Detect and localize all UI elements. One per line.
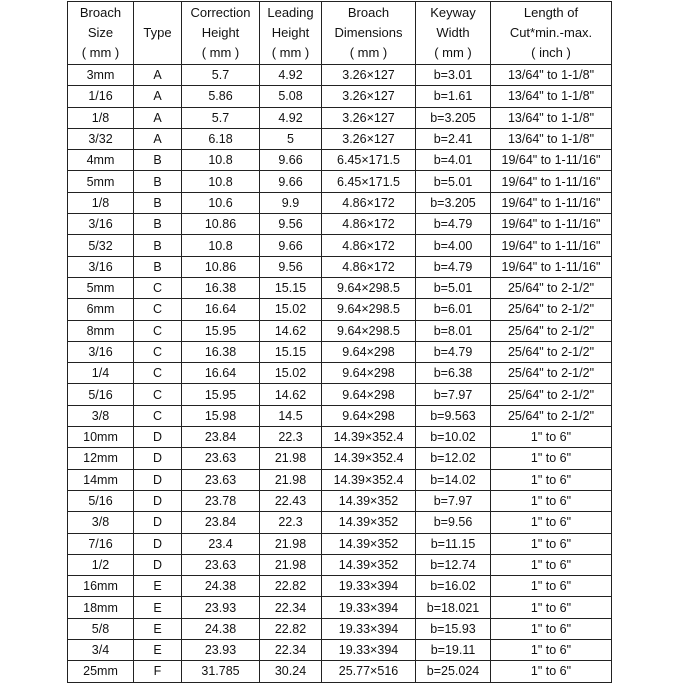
length-of-cut-cell: 19/64" to 1-11/16"	[491, 171, 612, 192]
leading-height-cell: 21.98	[260, 554, 322, 575]
header-line: Cut*min.-max.	[509, 25, 593, 40]
table-row	[68, 256, 612, 277]
correction-height-cell: 10.8	[182, 150, 260, 171]
keyway-width-cell: b=12.02	[416, 448, 491, 469]
keyway-width-cell: b=12.74	[416, 554, 491, 575]
leading-height-cell: 14.62	[260, 320, 322, 341]
table-row	[68, 448, 612, 469]
leading-height-cell: 15.15	[260, 341, 322, 362]
keyway-width-cell: b=14.02	[416, 469, 491, 490]
header-line: Length of	[523, 5, 579, 20]
broach-size-cell: 8mm	[68, 320, 134, 341]
table-row	[68, 192, 612, 213]
keyway-width-header	[416, 2, 491, 65]
correction-height-cell: 24.38	[182, 618, 260, 639]
broach-size-cell: 18mm	[68, 597, 134, 618]
type-cell: E	[134, 618, 182, 639]
leading-height-cell: 22.34	[260, 597, 322, 618]
type-cell: A	[134, 65, 182, 86]
keyway-width-cell: b=7.97	[416, 384, 491, 405]
correction-height-cell: 23.84	[182, 427, 260, 448]
broach-size-cell: 3/32	[68, 128, 134, 149]
leading-height-cell: 22.3	[260, 512, 322, 533]
table-row	[68, 554, 612, 575]
table-row	[68, 405, 612, 426]
correction-height-cell: 10.8	[182, 171, 260, 192]
correction-height-cell: 23.84	[182, 512, 260, 533]
length-of-cut-cell: 19/64" to 1-11/16"	[491, 256, 612, 277]
leading-height-cell: 22.3	[260, 427, 322, 448]
correction-height-cell: 15.95	[182, 384, 260, 405]
keyway-width-cell: b=4.00	[416, 235, 491, 256]
length-of-cut-cell: 1" to 6"	[491, 576, 612, 597]
table-row	[68, 512, 612, 533]
length-of-cut-cell: 1" to 6"	[491, 490, 612, 511]
table-row	[68, 86, 612, 107]
type-cell: D	[134, 490, 182, 511]
length-of-cut-cell: 1" to 6"	[491, 512, 612, 533]
table-row	[68, 128, 612, 149]
length-of-cut-cell: 19/64" to 1-11/16"	[491, 235, 612, 256]
length-of-cut-cell: 25/64" to 2-1/2"	[491, 384, 612, 405]
type-cell: D	[134, 533, 182, 554]
length-of-cut-cell: 1" to 6"	[491, 661, 612, 682]
header-line: Dimensions	[334, 25, 403, 40]
broach-dimensions-cell: 9.64×298	[322, 405, 416, 426]
table-row	[68, 427, 612, 448]
broach-size-cell: 5mm	[68, 277, 134, 298]
length-of-cut-cell: 19/64" to 1-11/16"	[491, 192, 612, 213]
correction-height-cell: 10.8	[182, 235, 260, 256]
type-cell: D	[134, 512, 182, 533]
broach-dimensions-cell: 4.86×172	[322, 235, 416, 256]
type-cell: F	[134, 661, 182, 682]
leading-height-cell: 21.98	[260, 448, 322, 469]
broach-dimensions-cell: 6.45×171.5	[322, 171, 416, 192]
table-row	[68, 150, 612, 171]
length-of-cut-cell: 25/64" to 2-1/2"	[491, 299, 612, 320]
broach-size-cell: 7/16	[68, 533, 134, 554]
broach-dimensions-header	[322, 2, 416, 65]
type-cell: C	[134, 320, 182, 341]
correction-height-cell: 6.18	[182, 128, 260, 149]
correction-height-cell: 10.6	[182, 192, 260, 213]
broach-size-cell: 12mm	[68, 448, 134, 469]
broach-size-cell: 16mm	[68, 576, 134, 597]
correction-height-cell: 10.86	[182, 256, 260, 277]
correction-height-cell: 24.38	[182, 576, 260, 597]
header-line: ( mm )	[201, 45, 240, 60]
keyway-width-cell: b=5.01	[416, 171, 491, 192]
correction-height-cell: 23.93	[182, 640, 260, 661]
broach-dimensions-cell: 14.39×352	[322, 490, 416, 511]
header-line: Leading	[267, 5, 314, 20]
length-of-cut-cell: 1" to 6"	[491, 640, 612, 661]
correction-height-cell: 16.64	[182, 299, 260, 320]
broach-size-cell: 6mm	[68, 299, 134, 320]
length-of-cut-cell: 13/64" to 1-1/8"	[491, 65, 612, 86]
correction-height-cell: 16.38	[182, 341, 260, 362]
broach-size-cell: 3/16	[68, 341, 134, 362]
broach-size-cell: 14mm	[68, 469, 134, 490]
leading-height-cell: 14.5	[260, 405, 322, 426]
broach-size-cell: 1/4	[68, 363, 134, 384]
length-of-cut-cell: 25/64" to 2-1/2"	[491, 363, 612, 384]
correction-height-cell: 23.63	[182, 469, 260, 490]
broach-dimensions-cell: 3.26×127	[322, 65, 416, 86]
broach-dimensions-cell: 19.33×394	[322, 618, 416, 639]
header-line: Type	[143, 25, 172, 40]
keyway-width-cell: b=4.79	[416, 341, 491, 362]
length-of-cut-cell: 25/64" to 2-1/2"	[491, 341, 612, 362]
leading-height-cell: 9.66	[260, 150, 322, 171]
correction-height-cell: 10.86	[182, 214, 260, 235]
keyway-width-cell: b=4.79	[416, 256, 491, 277]
broach-size-cell: 5/32	[68, 235, 134, 256]
header-line: ( mm )	[434, 45, 472, 60]
length-of-cut-cell: 13/64" to 1-1/8"	[491, 86, 612, 107]
broach-dimensions-cell: 3.26×127	[322, 86, 416, 107]
correction-height-cell: 23.93	[182, 597, 260, 618]
leading-height-cell: 22.82	[260, 576, 322, 597]
table-header	[68, 2, 612, 65]
table-row	[68, 469, 612, 490]
type-cell: D	[134, 469, 182, 490]
keyway-width-cell: b=15.93	[416, 618, 491, 639]
table-row	[68, 533, 612, 554]
type-cell: B	[134, 235, 182, 256]
length-of-cut-cell: 13/64" to 1-1/8"	[491, 107, 612, 128]
broach-size-cell: 5/8	[68, 618, 134, 639]
keyway-width-cell: b=2.41	[416, 128, 491, 149]
length-of-cut-cell: 25/64" to 2-1/2"	[491, 405, 612, 426]
table-row	[68, 640, 612, 661]
table-row	[68, 384, 612, 405]
length-of-cut-cell: 19/64" to 1-11/16"	[491, 214, 612, 235]
broach-dimensions-cell: 9.64×298.5	[322, 299, 416, 320]
correction-height-cell: 23.78	[182, 490, 260, 511]
correction-height-cell: 5.7	[182, 65, 260, 86]
type-cell: B	[134, 214, 182, 235]
leading-height-cell: 4.92	[260, 65, 322, 86]
keyway-width-cell: b=9.56	[416, 512, 491, 533]
leading-height-cell: 5	[260, 128, 322, 149]
keyway-width-cell: b=6.38	[416, 363, 491, 384]
broach-dimensions-cell: 14.39×352.4	[322, 427, 416, 448]
type-cell: D	[134, 554, 182, 575]
header-line: Broach	[79, 5, 122, 20]
type-cell: E	[134, 576, 182, 597]
broach-dimensions-cell: 19.33×394	[322, 597, 416, 618]
leading-height-cell: 15.15	[260, 277, 322, 298]
header-line: Correction	[190, 5, 251, 20]
correction-height-cell: 15.95	[182, 320, 260, 341]
type-cell: C	[134, 299, 182, 320]
table-row	[68, 661, 612, 682]
broach-dimensions-cell: 9.64×298.5	[322, 277, 416, 298]
keyway-width-cell: b=18.021	[416, 597, 491, 618]
header-row	[68, 2, 612, 65]
type-cell: B	[134, 171, 182, 192]
keyway-width-cell: b=19.11	[416, 640, 491, 661]
broach-size-cell: 3mm	[68, 65, 134, 86]
table-row	[68, 341, 612, 362]
length-of-cut-cell: 1" to 6"	[491, 618, 612, 639]
table-row	[68, 618, 612, 639]
keyway-width-cell: b=16.02	[416, 576, 491, 597]
broach-dimensions-cell: 3.26×127	[322, 128, 416, 149]
leading-height-cell: 9.9	[260, 192, 322, 213]
keyway-width-cell: b=4.01	[416, 150, 491, 171]
table-row	[68, 235, 612, 256]
leading-height-cell: 9.56	[260, 256, 322, 277]
leading-height-cell: 9.66	[260, 235, 322, 256]
correction-height-cell: 5.7	[182, 107, 260, 128]
correction-height-cell: 15.98	[182, 405, 260, 426]
type-cell: C	[134, 341, 182, 362]
header-line: ( mm )	[349, 45, 388, 60]
table-body	[68, 65, 612, 683]
length-of-cut-cell: 13/64" to 1-1/8"	[491, 128, 612, 149]
broach-size-cell: 10mm	[68, 427, 134, 448]
keyway-width-cell: b=3.205	[416, 107, 491, 128]
header-line: Keyway	[430, 5, 476, 20]
leading-height-cell: 9.56	[260, 214, 322, 235]
type-cell: C	[134, 277, 182, 298]
table-row	[68, 277, 612, 298]
correction-height-cell: 5.86	[182, 86, 260, 107]
leading-height-cell: 21.98	[260, 469, 322, 490]
keyway-width-cell: b=5.01	[416, 277, 491, 298]
broach-dimensions-cell: 14.39×352.4	[322, 469, 416, 490]
type-cell: D	[134, 448, 182, 469]
broach-dimensions-cell: 14.39×352	[322, 554, 416, 575]
table-row	[68, 576, 612, 597]
broach-size-cell: 5mm	[68, 171, 134, 192]
correction-height-cell: 23.4	[182, 533, 260, 554]
broach-dimensions-cell: 14.39×352	[322, 533, 416, 554]
length-of-cut-cell: 1" to 6"	[491, 427, 612, 448]
type-cell: E	[134, 640, 182, 661]
keyway-width-cell: b=7.97	[416, 490, 491, 511]
leading-height-cell: 15.02	[260, 299, 322, 320]
broach-dimensions-cell: 19.33×394	[322, 576, 416, 597]
header-line: ( mm )	[81, 45, 120, 60]
broach-dimensions-cell: 19.33×394	[322, 640, 416, 661]
type-cell: B	[134, 150, 182, 171]
correction-height-cell: 23.63	[182, 554, 260, 575]
header-line: Height	[271, 25, 310, 40]
table-row	[68, 490, 612, 511]
length-of-cut-cell: 25/64" to 2-1/2"	[491, 320, 612, 341]
keyway-width-cell: b=25.024	[416, 661, 491, 682]
correction-height-cell: 23.63	[182, 448, 260, 469]
length-of-cut-cell: 1" to 6"	[491, 554, 612, 575]
broach-size-cell: 5/16	[68, 384, 134, 405]
leading-height-cell: 5.08	[260, 86, 322, 107]
type-header	[134, 2, 182, 65]
type-cell: A	[134, 86, 182, 107]
correction-height-cell: 16.38	[182, 277, 260, 298]
table-row	[68, 214, 612, 235]
length-of-cut-cell: 1" to 6"	[491, 533, 612, 554]
broach-size-cell: 3/4	[68, 640, 134, 661]
leading-height-cell: 30.24	[260, 661, 322, 682]
broach-size-cell: 3/16	[68, 214, 134, 235]
header-line: Size	[87, 25, 114, 40]
broach-dimensions-cell: 9.64×298.5	[322, 320, 416, 341]
length-of-cut-cell: 19/64" to 1-11/16"	[491, 150, 612, 171]
keyway-width-cell: b=3.205	[416, 192, 491, 213]
broach-size-cell: 1/8	[68, 107, 134, 128]
type-cell: A	[134, 107, 182, 128]
header-line: Height	[201, 25, 240, 40]
broach-dimensions-cell: 9.64×298	[322, 384, 416, 405]
keyway-width-cell: b=11.15	[416, 533, 491, 554]
broach-dimensions-cell: 4.86×172	[322, 214, 416, 235]
table-row	[68, 320, 612, 341]
type-cell: C	[134, 363, 182, 384]
keyway-width-cell: b=6.01	[416, 299, 491, 320]
broach-dimensions-cell: 4.86×172	[322, 192, 416, 213]
broach-dimensions-cell: 6.45×171.5	[322, 150, 416, 171]
broach-dimensions-cell: 3.26×127	[322, 107, 416, 128]
type-cell: B	[134, 192, 182, 213]
table-row	[68, 299, 612, 320]
type-cell: B	[134, 256, 182, 277]
broach-size-cell: 25mm	[68, 661, 134, 682]
broach-spec-table	[67, 1, 612, 683]
broach-size-cell: 5/16	[68, 490, 134, 511]
broach-size-cell: 3/8	[68, 512, 134, 533]
table-row	[68, 597, 612, 618]
type-cell: A	[134, 128, 182, 149]
keyway-width-cell: b=1.61	[416, 86, 491, 107]
leading-height-cell: 9.66	[260, 171, 322, 192]
table-row	[68, 363, 612, 384]
leading-height-header	[260, 2, 322, 65]
table-row	[68, 171, 612, 192]
header-line: Broach	[347, 5, 390, 20]
keyway-width-cell: b=9.563	[416, 405, 491, 426]
leading-height-cell: 21.98	[260, 533, 322, 554]
leading-height-cell: 15.02	[260, 363, 322, 384]
length-of-cut-header	[491, 2, 612, 65]
leading-height-cell: 14.62	[260, 384, 322, 405]
leading-height-cell: 4.92	[260, 107, 322, 128]
broach-size-cell: 1/16	[68, 86, 134, 107]
broach-dimensions-cell: 14.39×352	[322, 512, 416, 533]
correction-height-cell: 31.785	[182, 661, 260, 682]
leading-height-cell: 22.34	[260, 640, 322, 661]
type-cell: D	[134, 427, 182, 448]
table-row	[68, 65, 612, 86]
length-of-cut-cell: 1" to 6"	[491, 448, 612, 469]
broach-size-cell: 1/8	[68, 192, 134, 213]
broach-size-cell: 1/2	[68, 554, 134, 575]
length-of-cut-cell: 1" to 6"	[491, 597, 612, 618]
table-row	[68, 107, 612, 128]
correction-height-cell: 16.64	[182, 363, 260, 384]
broach-size-cell: 3/8	[68, 405, 134, 426]
header-line: Width	[436, 25, 470, 40]
broach-dimensions-cell: 9.64×298	[322, 363, 416, 384]
type-cell: C	[134, 384, 182, 405]
type-cell: E	[134, 597, 182, 618]
correction-height-header	[182, 2, 260, 65]
leading-height-cell: 22.43	[260, 490, 322, 511]
keyway-width-cell: b=3.01	[416, 65, 491, 86]
header-line: ( mm )	[271, 45, 310, 60]
broach-size-header	[68, 2, 134, 65]
keyway-width-cell: b=10.02	[416, 427, 491, 448]
broach-dimensions-cell: 4.86×172	[322, 256, 416, 277]
broach-dimensions-cell: 25.77×516	[322, 661, 416, 682]
broach-dimensions-cell: 14.39×352.4	[322, 448, 416, 469]
keyway-width-cell: b=4.79	[416, 214, 491, 235]
header-line: ( inch )	[531, 45, 571, 60]
length-of-cut-cell: 25/64" to 2-1/2"	[491, 277, 612, 298]
keyway-width-cell: b=8.01	[416, 320, 491, 341]
broach-size-cell: 4mm	[68, 150, 134, 171]
broach-dimensions-cell: 9.64×298	[322, 341, 416, 362]
type-cell: C	[134, 405, 182, 426]
broach-size-cell: 3/16	[68, 256, 134, 277]
length-of-cut-cell: 1" to 6"	[491, 469, 612, 490]
leading-height-cell: 22.82	[260, 618, 322, 639]
